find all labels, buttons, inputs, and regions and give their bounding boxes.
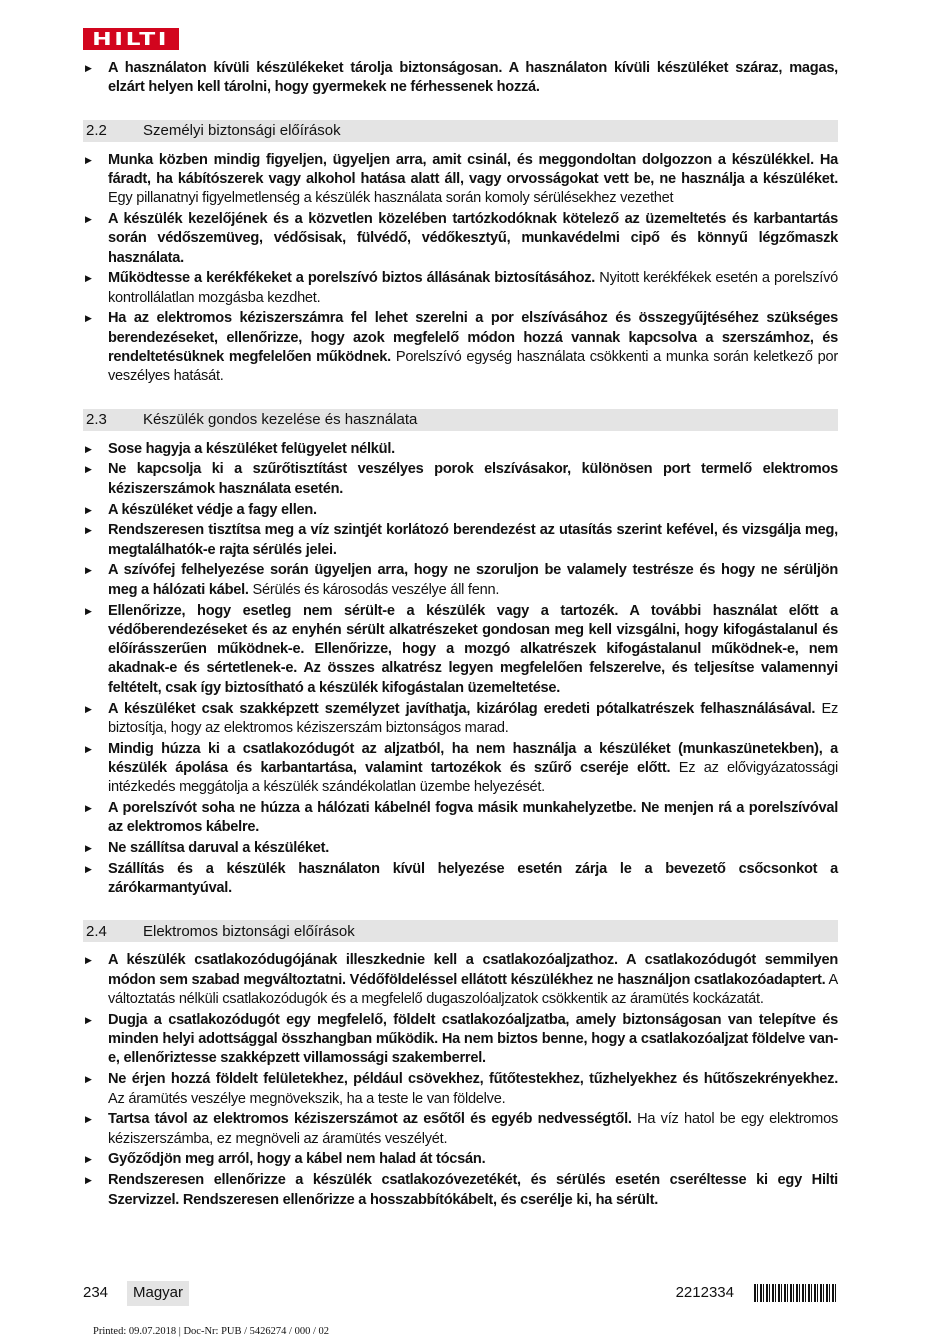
- section-number: 2.4: [86, 922, 107, 940]
- bullet-normal-text: Porelszívó egység használata csökkenti a munka során keletkező por veszélyes hatását.: [108, 349, 839, 385]
- bullet-normal-text: Ha víz hatol be egy elektromos kéziszerszámba, ez megnöveli az áramütés veszélyét.: [108, 1111, 838, 1147]
- bullet-triangle-icon: ▶: [85, 1014, 92, 1025]
- page-footer: [83, 1281, 838, 1306]
- bullet-triangle-icon: ▶: [85, 273, 92, 284]
- document-body: [83, 59, 838, 1211]
- bullet-item: [83, 460, 838, 499]
- bullet-triangle-icon: ▶: [85, 565, 92, 576]
- section-heading: [83, 920, 838, 942]
- bullet-normal-text: Egy pillanatnyi figyelmetlenség a készülék használata során komoly sérülésekhez vezethet: [108, 190, 674, 207]
- bullet-bold-text: A porelszívót soha ne húzza a hálózati kábelnél fogva másik munkahelyzetbe. Ne menjen rá a porelszívóval az elektromos kábelre.: [108, 800, 838, 836]
- bullet-triangle-icon: ▶: [85, 803, 92, 813]
- bullet-normal-text: Sérülés és károsodás veszélye áll fenn.: [248, 581, 500, 598]
- bullet-bold-text: Működtesse a kerékfékeket a porelszívó biztos állásának biztosításához.: [108, 270, 596, 287]
- page-number: 234: [83, 1284, 109, 1301]
- print-info: Printed: 09.07.2018 | Doc-Nr: PUB / 5426274 / 000 / 02: [93, 1326, 330, 1337]
- bullet-triangle-icon: ▶: [85, 154, 92, 165]
- bullet-bold-text: Rendszeresen tisztítsa meg a víz szintjét korlátozó berendezést az utasítás szerint kefével, és vizsgálja meg, megtalálhatók-e rajta sérülés jelei.: [108, 522, 838, 558]
- section-heading: [83, 409, 838, 431]
- bullet-triangle-icon: ▶: [85, 1175, 92, 1186]
- bullet-bold-text: Ne szállítsa daruval a készüléket.: [108, 840, 330, 857]
- bullet-normal-text: Az áramütés veszélye megnövekszik, ha a teste le van földelve.: [108, 1090, 506, 1107]
- bullet-normal-text: Ez az elővigyázatossági intézkedés meggátolja a készülék szándékolatlan üzembe helyezését.: [108, 759, 838, 796]
- bullet-triangle-icon: ▶: [85, 1114, 92, 1125]
- bullet-bold-text: Mindig húzza ki a csatlakozódugót az aljzatból, ha nem használja a készüléket (munkaszünetekben), a készülék ápolása és karbantartása, valamint tartozékok és szűrő cseréje előtt.: [108, 740, 838, 776]
- bullet-bold-text: A használaton kívüli készülékeket tárolja biztonságosan. A használaton kívüli készüléket száraz, magas, elzárt helyen kell tárolni, hogy gyermekek ne férhessenek hozzá.: [108, 60, 838, 96]
- bullet-item: [83, 799, 838, 838]
- bullet-item: [83, 501, 838, 520]
- bullet-bold-text: Rendszeresen ellenőrizze a készülék csatlakozóvezetékét, és sérülés esetén cseréltesse ki egy Hilti Szervizzel. Rendszeresen ellenőrizze a hosszabbítókábelt, és cserélje ki, ha sérült.: [108, 1172, 838, 1208]
- bullet-triangle-icon: ▶: [85, 1154, 92, 1165]
- bullet-item: [83, 1110, 838, 1149]
- bullet-item: [83, 740, 838, 798]
- bullet-item: [83, 269, 838, 308]
- bullet-bold-text: Sose hagyja a készüléket felügyelet nélkül.: [108, 440, 395, 457]
- bullet-item: [83, 951, 838, 1009]
- bullet-item: [83, 602, 838, 698]
- bullet-triangle-icon: ▶: [85, 1074, 92, 1085]
- bullet-triangle-icon: ▶: [85, 443, 92, 454]
- bullet-triangle-icon: ▶: [85, 63, 92, 73]
- bullet-bold-text: Ha az elektromos kéziszerszámra fel lehet szerelni a por elszívásához és összegyűjtéséhez szükséges berendezéseket, ellenőrizze, hogy azok megfelelő módon hozzá vannak kapcsolva a szerszámhoz, és rendeltetésüknek megfelelően működnek.: [108, 310, 838, 366]
- section-number: 2.3: [86, 411, 107, 429]
- bullet-triangle-icon: ▶: [85, 743, 92, 754]
- bullet-item: [83, 151, 838, 209]
- bullet-bold-text: Szállítás és a készülék használaton kívül helyezése esetén zárja le a bevezető csőcsonkot a zárókarmantyúval.: [108, 860, 838, 897]
- bullet-bold-text: Ellenőrizze, hogy esetleg nem sérült-e a készülék vagy a tartozék. A további használat előtt a védőberendezéseket és az enyhén sérült alkatrészeket gondosan meg kell vizsgálni, hogy kifogástalanul és előírásszerűen működnek-e. Ellenőrizze, hogy a mozgó alkatrészek kifogástalanul működnek-e, nem akadnak-e és sértetlenek-e. Az összes alkatrész legyen megfelelően felszerelve, és teljesítse valamennyi feltételt, csak így biztosítható a készülék kifogástalan üzemeltetése.: [108, 602, 838, 696]
- bullet-bold-text: Ne kapcsolja ki a szűrőtisztítást veszélyes porok elszívásakor, különösen port termelő elektromos kéziszerszámok használata esetén.: [108, 461, 838, 497]
- section-title: Készülék gondos kezelése és használata: [143, 411, 418, 429]
- bullet-triangle-icon: ▶: [85, 313, 92, 324]
- bullet-item: [83, 210, 838, 268]
- bullet-item: [83, 440, 838, 459]
- bullet-triangle-icon: ▶: [85, 863, 92, 874]
- section-list: [83, 440, 838, 899]
- section-list: [83, 951, 838, 1209]
- bullet-bold-text: A készülék kezelőjének és a közvetlen közelében tartózkodóknak kötelező az üzemeltetés és karbantartás során védőszemüveg, védősisak, fülvédő, védőkesztyű, munkavédelmi cipő és könnyű légzőmaszk használata.: [108, 210, 838, 266]
- bullet-bold-text: A készüléket védje a fagy ellen.: [108, 501, 317, 518]
- language-label: Magyar: [127, 1281, 189, 1306]
- bullet-item: [83, 1011, 838, 1069]
- bullet-item: [83, 860, 838, 899]
- bullet-item: [83, 1150, 838, 1169]
- bullet-item: [83, 309, 838, 386]
- bullet-bold-text: A szívófej felhelyezése során ügyeljen arra, hogy ne szoruljon be valamely testrésze és hogy ne sérüljön meg a hálózati kábel.: [108, 562, 838, 598]
- section-number: 2.2: [86, 122, 107, 140]
- bullet-bold-text: Dugja a csatlakozódugót egy megfelelő, földelt csatlakozóaljzatba, amely biztonságosan van telepítve és minden helyi adottsággal összhangban működik. Ha nem biztos benne, hogy a csatlakozóaljzat földelve van-e, ellenőriztesse szakképzett villamossági szakemberrel.: [108, 1011, 838, 1067]
- bullet-item: [83, 1070, 838, 1109]
- section-list: [83, 151, 838, 387]
- bullet-item: [83, 700, 838, 739]
- bullet-bold-text: Győződjön meg arról, hogy a kábel nem halad át tócsán.: [108, 1151, 486, 1168]
- bullet-normal-text: Nyitott kerékfékek esetén a porelszívó kontrollálatlan mozgásba kezdhet.: [108, 270, 838, 306]
- bullet-item: [83, 1171, 838, 1210]
- bullet-triangle-icon: ▶: [85, 955, 92, 966]
- bullet-item: [83, 59, 838, 98]
- bullet-triangle-icon: ▶: [85, 605, 92, 616]
- bullet-bold-text: Tartsa távol az elektromos kéziszerszámot az esőtől és egyéb nedvességtől.: [108, 1111, 632, 1128]
- bullet-triangle-icon: ▶: [85, 843, 92, 854]
- section-title: Elektromos biztonsági előírások: [143, 922, 355, 940]
- bullet-triangle-icon: ▶: [85, 525, 92, 536]
- bullet-triangle-icon: ▶: [85, 504, 92, 515]
- document-code: 2212334: [675, 1284, 734, 1301]
- bullet-bold-text: A készülék csatlakozódugójának illeszkednie kell a csatlakozóaljzathoz. A csatlakozódugót semmilyen módon sem szabad megváltoztatni. Védőföldeléssel ellátott készülékhez ne használjon csatlakozóadaptert.: [108, 952, 838, 988]
- bullet-bold-text: Ne érjen hozzá földelt felületekhez, például csövekhez, fűtőtestekhez, tűzhelyekhez és hűtőszekrényekhez.: [108, 1071, 838, 1088]
- barcode: [754, 1284, 838, 1302]
- section-heading: [83, 120, 838, 142]
- section-title: Személyi biztonsági előírások: [143, 122, 341, 140]
- bullet-bold-text: A készüléket csak szakképzett személyzet javíthatja, kizárólag eredeti pótalkatrészek felhasználásával.: [108, 700, 816, 717]
- hilti-logo: HILTI: [83, 28, 179, 50]
- bullet-bold-text: Munka közben mindig figyeljen, ügyeljen arra, amit csinál, és meggondoltan dolgozzon a készülékkel. Ha fáradt, ha kábítószerek vagy alkohol hatása alatt áll, vagy orvosságokat vett be, ne használja a készüléket.: [108, 151, 838, 187]
- bullet-normal-text: A változtatás nélküli csatlakozódugók és a megfelelő dugaszolóaljzatok csökkentik az áramütés kockázatát.: [108, 971, 839, 1008]
- bullet-triangle-icon: ▶: [85, 213, 92, 224]
- bullet-item: [83, 561, 838, 600]
- bullet-normal-text: Ez biztosítja, hogy az elektromos kéziszerszám biztonságos marad.: [108, 700, 838, 736]
- bullet-item: [83, 839, 838, 858]
- bullet-item: [83, 521, 838, 560]
- bullet-triangle-icon: ▶: [85, 703, 92, 714]
- bullet-triangle-icon: ▶: [85, 464, 92, 475]
- intro-list: [83, 59, 838, 98]
